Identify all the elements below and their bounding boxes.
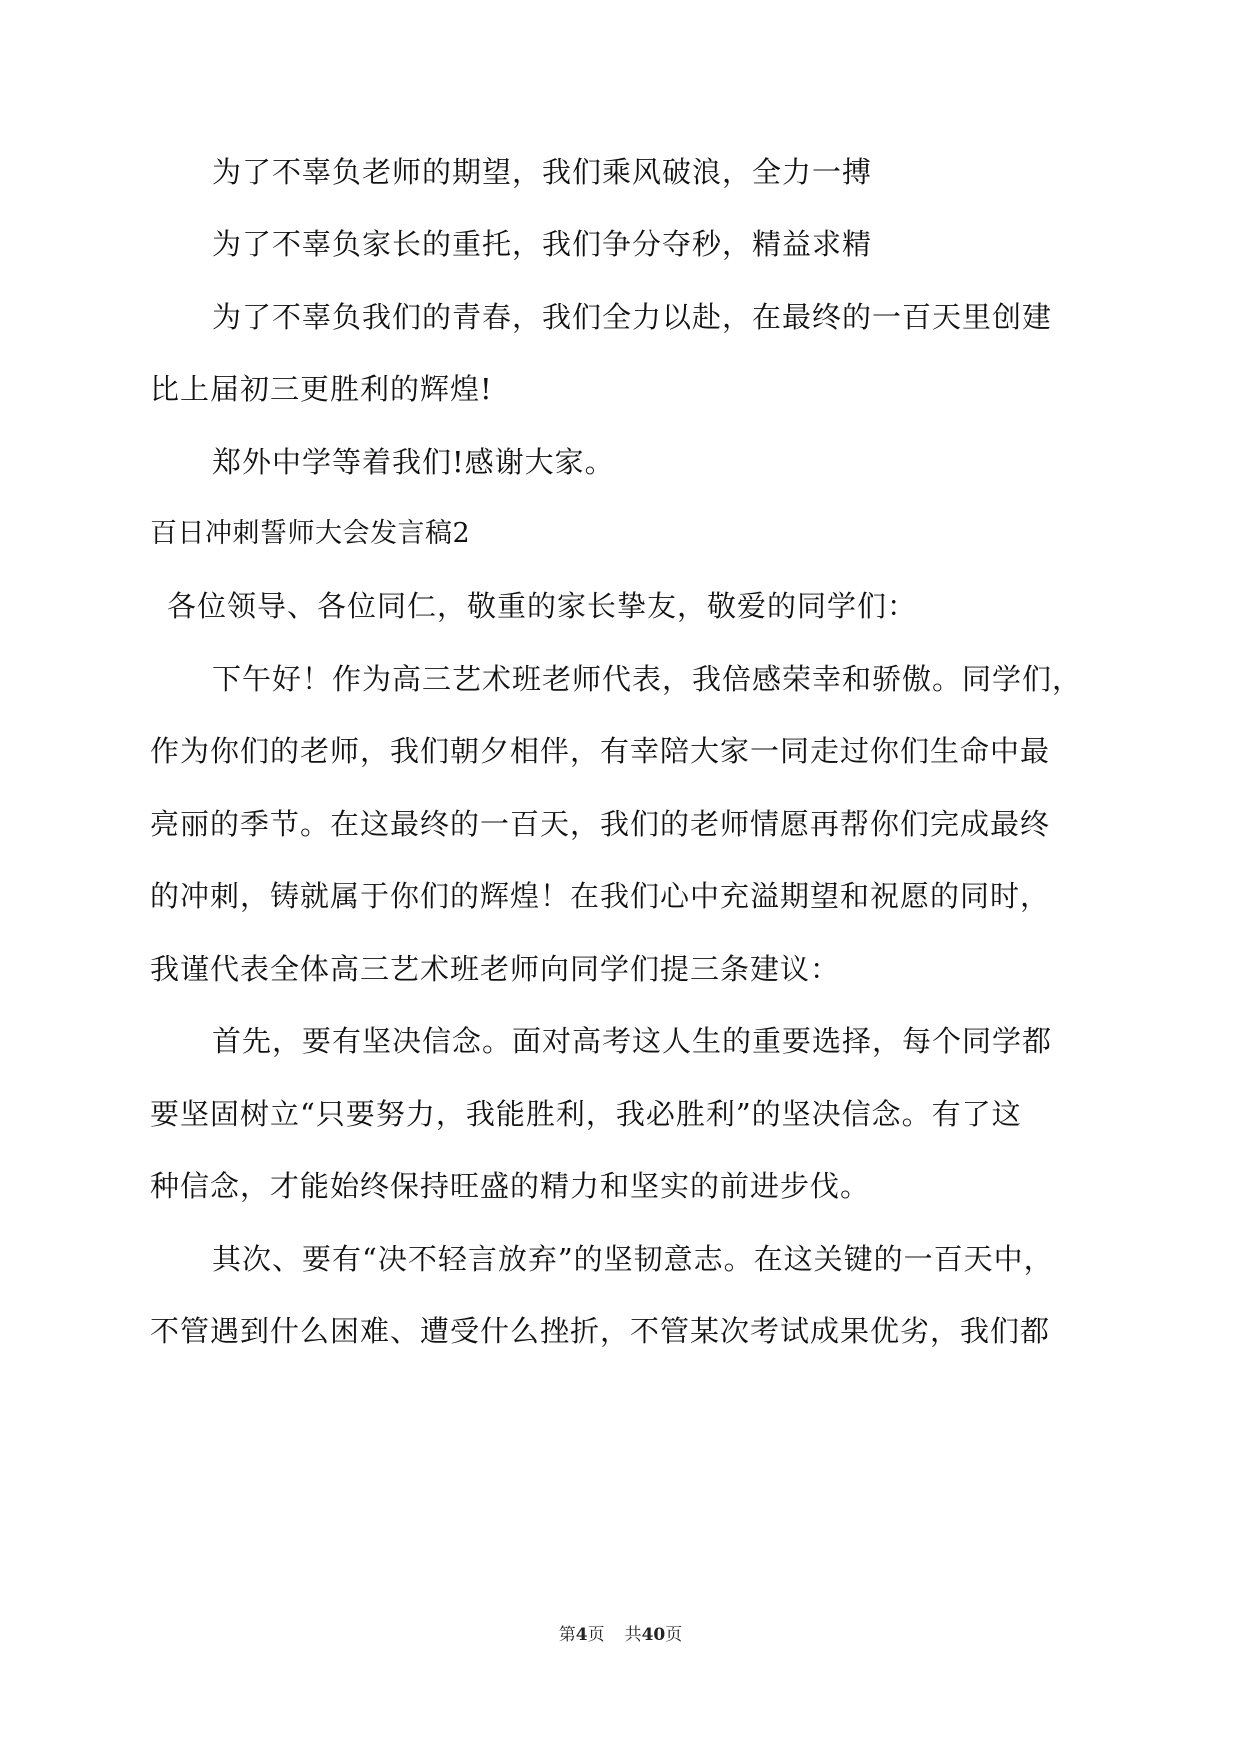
paragraph-line: 为了不辜负家长的重托，我们争分夺秒，精益求精 [212, 227, 873, 261]
section-heading: 百日冲刺誓师大会发言稿2 [150, 518, 471, 549]
paragraph-line: 为了不辜负老师的期望，我们乘风破浪，全力一搏 [212, 155, 873, 189]
paragraph-line: 比上届初三更胜利的辉煌! [150, 372, 493, 406]
paragraph-line: 下午好！作为高三艺术班老师代表，我倍感荣幸和骄傲。同学们， [212, 662, 1083, 696]
total-pages-number: 40 [641, 1625, 666, 1645]
salutation-line: 各位领导、各位同仁，敬重的家长挚友，敬爱的同学们： [167, 589, 918, 623]
paragraph-line: 首先，要有坚决信念。面对高考这人生的重要选择，每个同学都 [212, 1024, 1053, 1058]
paragraph-line: 我谨代表全体高三艺术班老师向同学们提三条建议： [150, 952, 841, 986]
footer-prefix: 第 [558, 1625, 576, 1645]
paragraph-line: 要坚固树立“只要努力，我能胜利，我必胜利”的坚决信念。有了这 [150, 1097, 1022, 1131]
current-page-number: 4 [575, 1625, 588, 1645]
footer-page-suffix: 页 [587, 1625, 605, 1645]
paragraph-line: 郑外中学等着我们!感谢大家。 [212, 445, 615, 479]
paragraph-line: 的冲刺，铸就属于你们的辉煌！在我们心中充溢期望和祝愿的同时， [150, 879, 1051, 913]
paragraph-line: 亮丽的季节。在这最终的一百天，我们的老师情愿再帮你们完成最终 [150, 807, 1051, 841]
paragraph-line: 其次、要有“决不轻言放弃”的坚韧意志。在这关键的一百天中， [212, 1242, 1054, 1276]
paragraph-line: 不管遇到什么困难、遭受什么挫折，不管某次考试成果优劣，我们都 [150, 1314, 1051, 1348]
paragraph-line: 为了不辜负我们的青春，我们全力以赴，在最终的一百天里创建 [212, 300, 1053, 334]
paragraph-line: 种信念，才能始终保持旺盛的精力和坚实的前进步伐。 [150, 1169, 871, 1203]
footer-total-prefix: 共 [624, 1625, 642, 1645]
footer-total-suffix: 页 [665, 1625, 683, 1645]
page-footer [0, 1623, 1241, 1647]
paragraph-line: 作为你们的老师，我们朝夕相伴，有幸陪大家一同走过你们生命中最 [150, 734, 1051, 768]
